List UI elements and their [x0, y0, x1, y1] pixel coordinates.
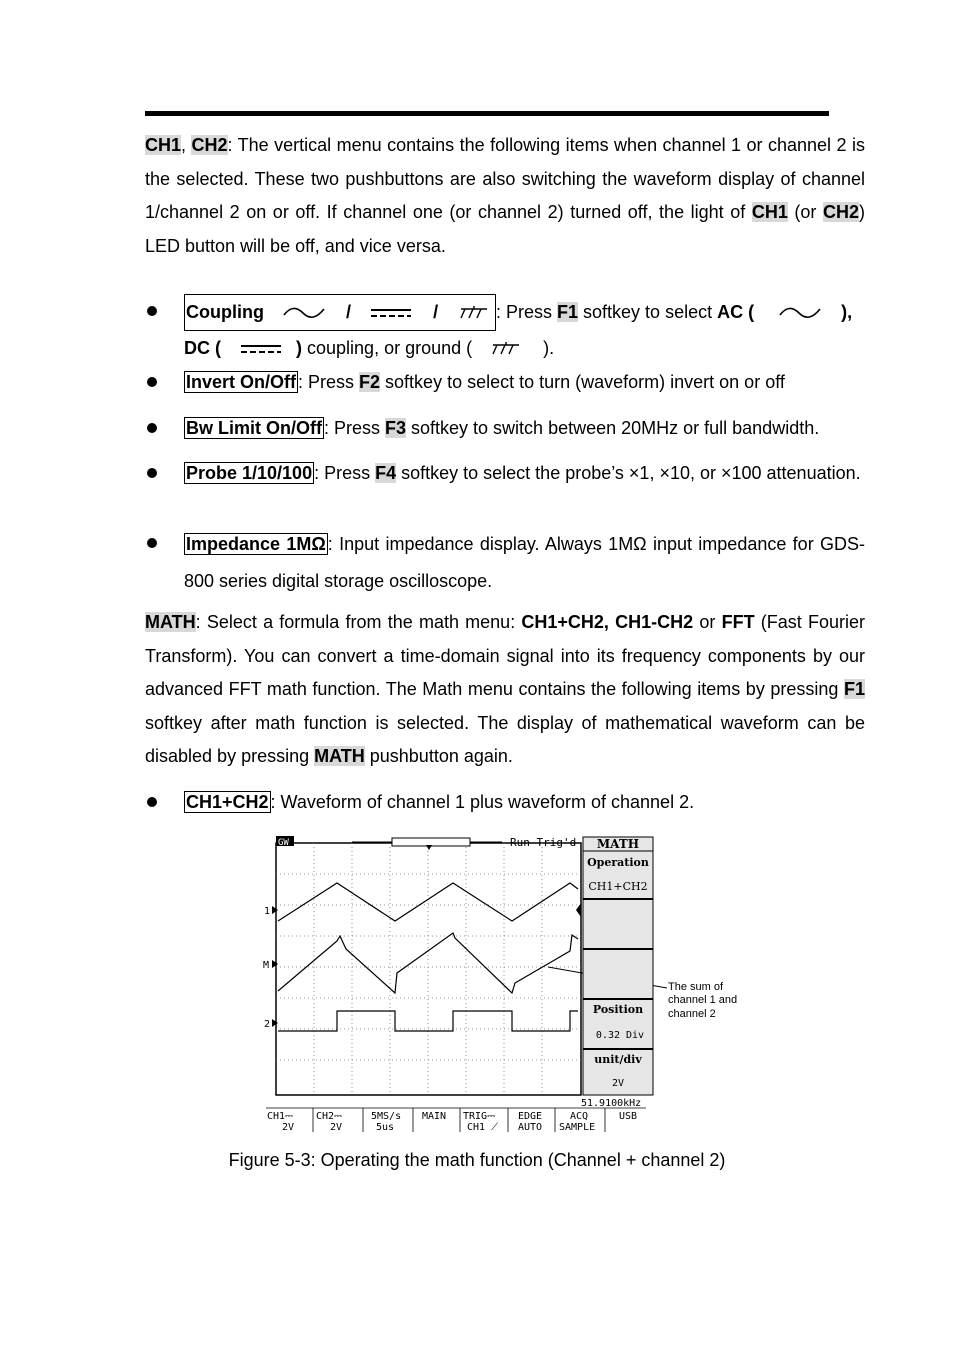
- invert-label: Invert On/Off: [186, 372, 297, 392]
- position-label: Position: [592, 1003, 644, 1016]
- bullet: [147, 797, 157, 807]
- ground-icon: [491, 342, 521, 356]
- status-main: MAIN: [422, 1111, 447, 1122]
- status-auto: AUTO: [518, 1122, 543, 1133]
- f4-key: F4: [375, 463, 397, 483]
- status-acq: ACQ: [570, 1111, 589, 1122]
- status-ch1-scale: 2V: [282, 1122, 295, 1133]
- ground-icon: [459, 306, 489, 320]
- dc-icon: [240, 344, 282, 354]
- bullet: [147, 377, 157, 387]
- menu-title: MATH: [596, 837, 640, 851]
- figure-caption: Figure 5-3: Operating the math function (Channel + channel 2): [228, 1150, 726, 1170]
- sum-label: CH1+CH2: [186, 792, 269, 812]
- logo-text: GW: [278, 838, 289, 848]
- bullet: [147, 423, 157, 433]
- bullet: [147, 306, 157, 316]
- status-ch2: CH2⎓: [316, 1111, 343, 1122]
- ch1-key: CH1: [751, 202, 788, 222]
- oscilloscope-screen: [262, 833, 762, 1133]
- probe-item: Probe 1/10/100 : Press F4 softkey to select the probe’s ×1, ×10, or ×100 attenuation.: [186, 463, 861, 483]
- annotation-line-3: channel 2: [668, 1008, 716, 1020]
- intro-paragraph: CH1, CH2: The vertical menu contains the following items when channel 1 or channel 2 is the selected. These two pushbuttons are also switching the waveform display of channel 1/channel 2 on or off. If channel one (or channel 2) turned off, the light of CH1 (or CH2) LED button will be off, and vice versa.: [145, 135, 865, 256]
- bullet: [147, 468, 157, 478]
- frequency-readout: 51.9100kHz: [581, 1098, 642, 1109]
- f3-key: F3: [385, 418, 407, 438]
- operation-label: Operation: [587, 856, 649, 869]
- math-marker: M: [263, 960, 270, 971]
- memory-bar: [392, 838, 470, 846]
- operation-value: CH1+CH2: [588, 880, 648, 893]
- ch2-key: CH2: [191, 135, 228, 155]
- status-sample: SAMPLE: [559, 1122, 596, 1133]
- ch1-marker: 1: [264, 906, 271, 917]
- ac-wave-icon: [281, 305, 327, 321]
- status-trig: TRIG⎓: [463, 1111, 496, 1122]
- sum-item: CH1+CH2 : Waveform of channel 1 plus waveform of channel 2.: [186, 792, 695, 812]
- status-usb: USB: [619, 1111, 638, 1122]
- status-timebase: 5us: [376, 1122, 395, 1133]
- status-text: Run Trig'd: [510, 836, 577, 849]
- coupling-label: Coupling / /: [184, 294, 496, 331]
- annotation-line-1: The sum of: [668, 981, 724, 993]
- status-ch1: CH1⎓: [267, 1111, 294, 1122]
- ch1-key: CH1: [145, 135, 182, 155]
- impedance-label: Impedance 1MΩ: [186, 534, 326, 554]
- invert-item: Invert On/Off : Press F2 softkey to select to turn (waveform) invert on or off: [186, 372, 785, 392]
- dc-icon: [370, 308, 412, 318]
- bw-item: Bw Limit On/Off : Press F3 softkey to switch between 20MHz or full bandwidth.: [186, 418, 820, 438]
- unit-label: unit/div: [594, 1053, 642, 1066]
- bw-label: Bw Limit On/Off: [186, 418, 322, 438]
- bottom-status-bar: [266, 1108, 646, 1133]
- status-trig-source: CH1 ⟋: [467, 1122, 499, 1133]
- ac-wave-icon: [777, 305, 823, 321]
- header-rule: [145, 111, 829, 116]
- ch2-key: CH2: [822, 202, 859, 222]
- f1-key: F1: [843, 679, 865, 699]
- annotation-line-2: channel 1 and: [668, 994, 738, 1006]
- math-key: MATH: [314, 746, 365, 766]
- status-sample-rate: 5MS/s: [371, 1111, 402, 1122]
- status-ch2-scale: 2V: [330, 1122, 343, 1133]
- status-edge: EDGE: [518, 1111, 543, 1122]
- math-key: MATH: [145, 612, 196, 632]
- coupling-item: Coupling / / : Press F1 softkey to select AC ( ), DC ( ) coupling, or ground ( ).: [184, 294, 865, 366]
- probe-label: Probe 1/10/100: [186, 463, 313, 483]
- impedance-item: Impedance 1MΩ : Input impedance display. Always 1MΩ input impedance for GDS-800 series digital storage oscilloscope.: [184, 534, 865, 591]
- plot-frame: [276, 843, 581, 1095]
- f1-key: F1: [557, 302, 579, 322]
- unit-value: 2V: [611, 1078, 625, 1089]
- math-paragraph: MATH: Select a formula from the math menu: CH1+CH2, CH1-CH2 or FFT (Fast Fourier Transform). You can convert a time-domain signal into its frequency components by our advanced FFT math function. The Math menu contains the following items by pressing F1 softkey after math function is selected. The display of mathematical waveform can be disabled by pressing MATH pushbutton again.: [145, 612, 865, 766]
- position-value: 0.32 Div: [595, 1030, 645, 1041]
- ch2-marker: 2: [264, 1019, 271, 1030]
- bullet: [147, 538, 157, 548]
- f2-key: F2: [359, 372, 381, 392]
